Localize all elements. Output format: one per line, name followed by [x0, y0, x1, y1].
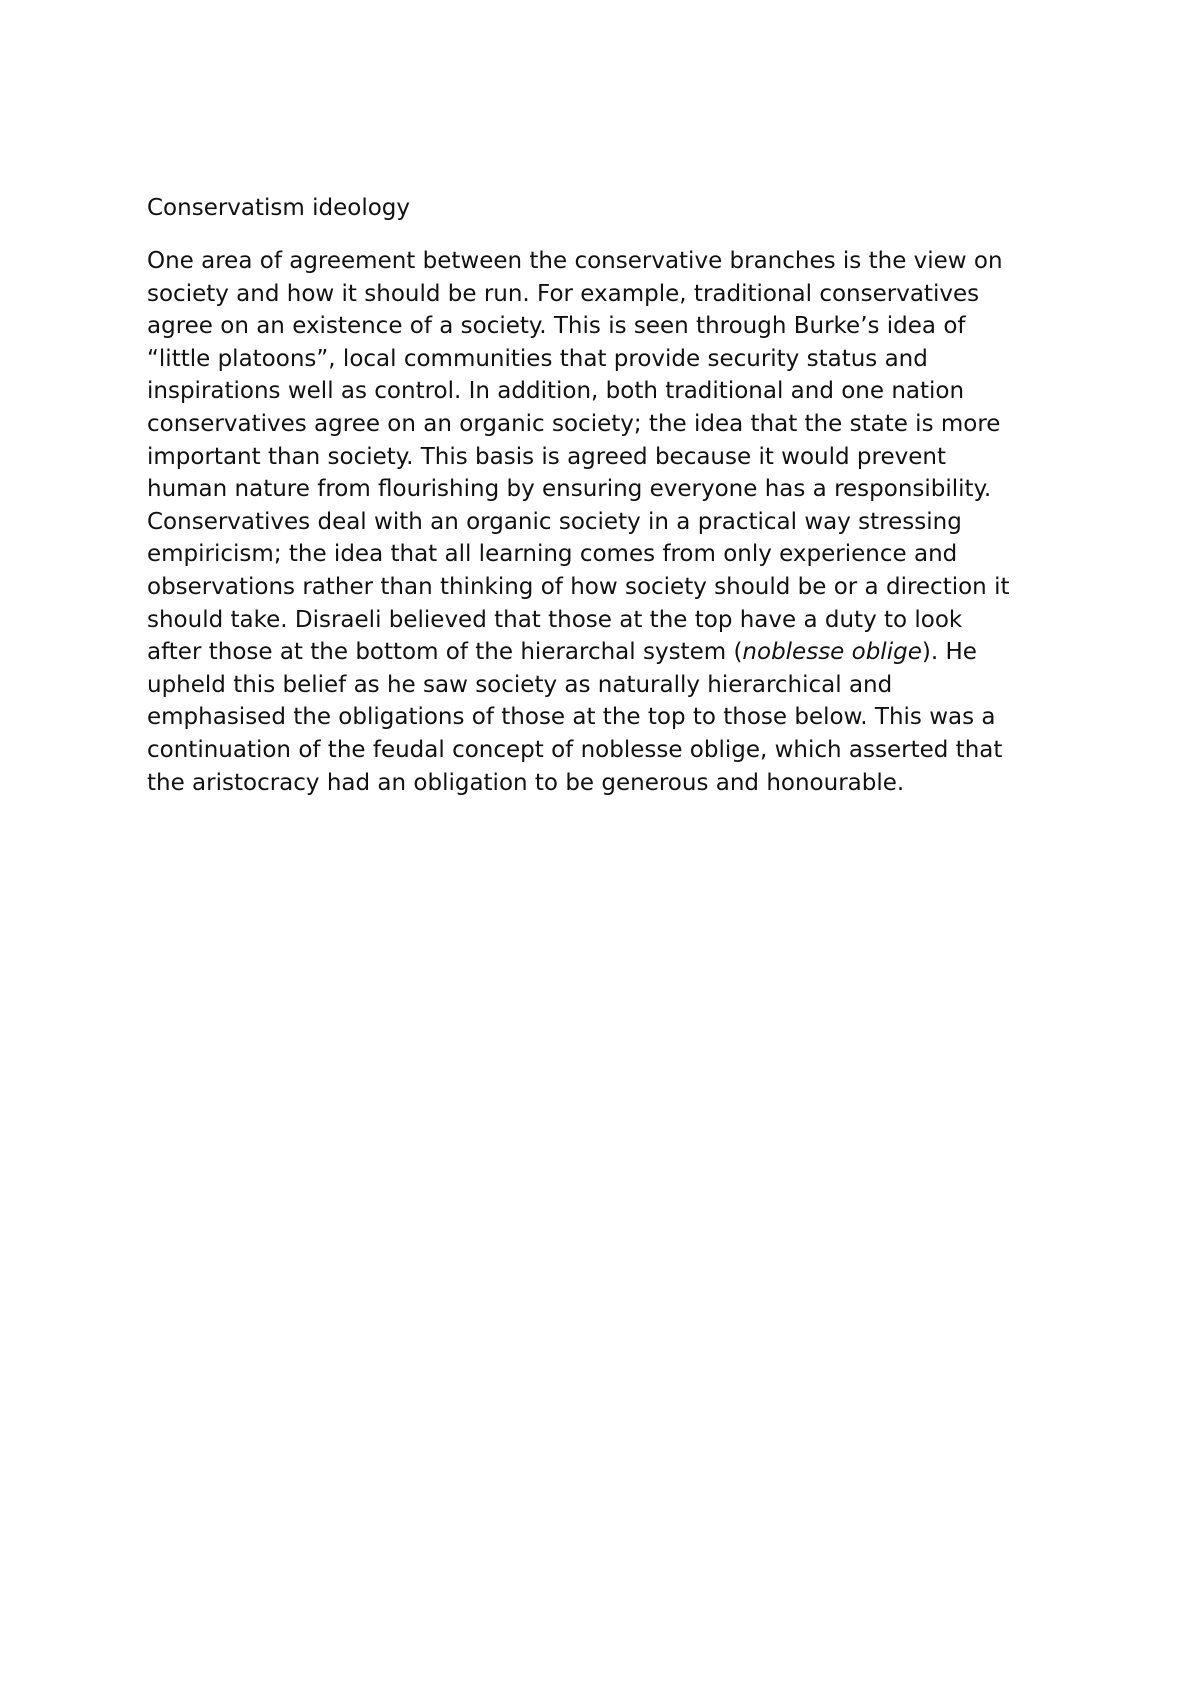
paragraph-line: inspirations well as control. In addition, both traditional and one nation — [147, 378, 965, 405]
paragraph-line: should take. Disraeli believed that those at the top have a duty to look — [147, 606, 963, 633]
paragraph-line: Conservatives deal with an organic society in a practical way stressing — [147, 508, 962, 535]
paragraph-line: conservatives agree on an organic society; the idea that the state is more — [147, 410, 1001, 437]
paragraph-line: agree on an existence of a society. This is seen through Burke’s idea of — [147, 313, 966, 340]
line-text-before-italic: after those at the bottom of the hierarchal system ( — [147, 639, 743, 666]
paragraph-line: upheld this belief as he saw society as naturally hierarchical and — [147, 671, 893, 698]
paragraph-line: society and how it should be run. For example, traditional conservatives — [147, 280, 980, 307]
paragraph-line: the aristocracy had an obligation to be generous and honourable. — [147, 769, 905, 796]
paragraph-line: observations rather than thinking of how society should be or a direction it — [147, 573, 1010, 600]
paragraph-line: One area of agreement between the conservative branches is the view on — [147, 248, 1003, 274]
paragraph-line: empiricism; the idea that all learning comes from only experience and — [147, 541, 958, 568]
paragraph-line: continuation of the feudal concept of noblesse oblige, which asserted that — [147, 736, 1003, 763]
body-paragraph — [147, 245, 1087, 799]
paragraph-line: “little platoons”, local communities that provide security status and — [147, 345, 928, 372]
paragraph-line-with-italic — [147, 636, 1087, 669]
document-content — [147, 192, 1087, 799]
line-text-after-italic: ). He — [921, 639, 977, 666]
paragraph-line: emphasised the obligations of those at the top to those below. This was a — [147, 704, 996, 731]
italic-phrase: noblesse oblige — [742, 639, 922, 666]
paragraph-line: important than society. This basis is agreed because it would prevent — [147, 443, 946, 470]
paragraph-line: human nature from flourishing by ensuring everyone has a responsibility. — [147, 476, 992, 503]
document-title: Conservatism ideology — [147, 195, 410, 221]
